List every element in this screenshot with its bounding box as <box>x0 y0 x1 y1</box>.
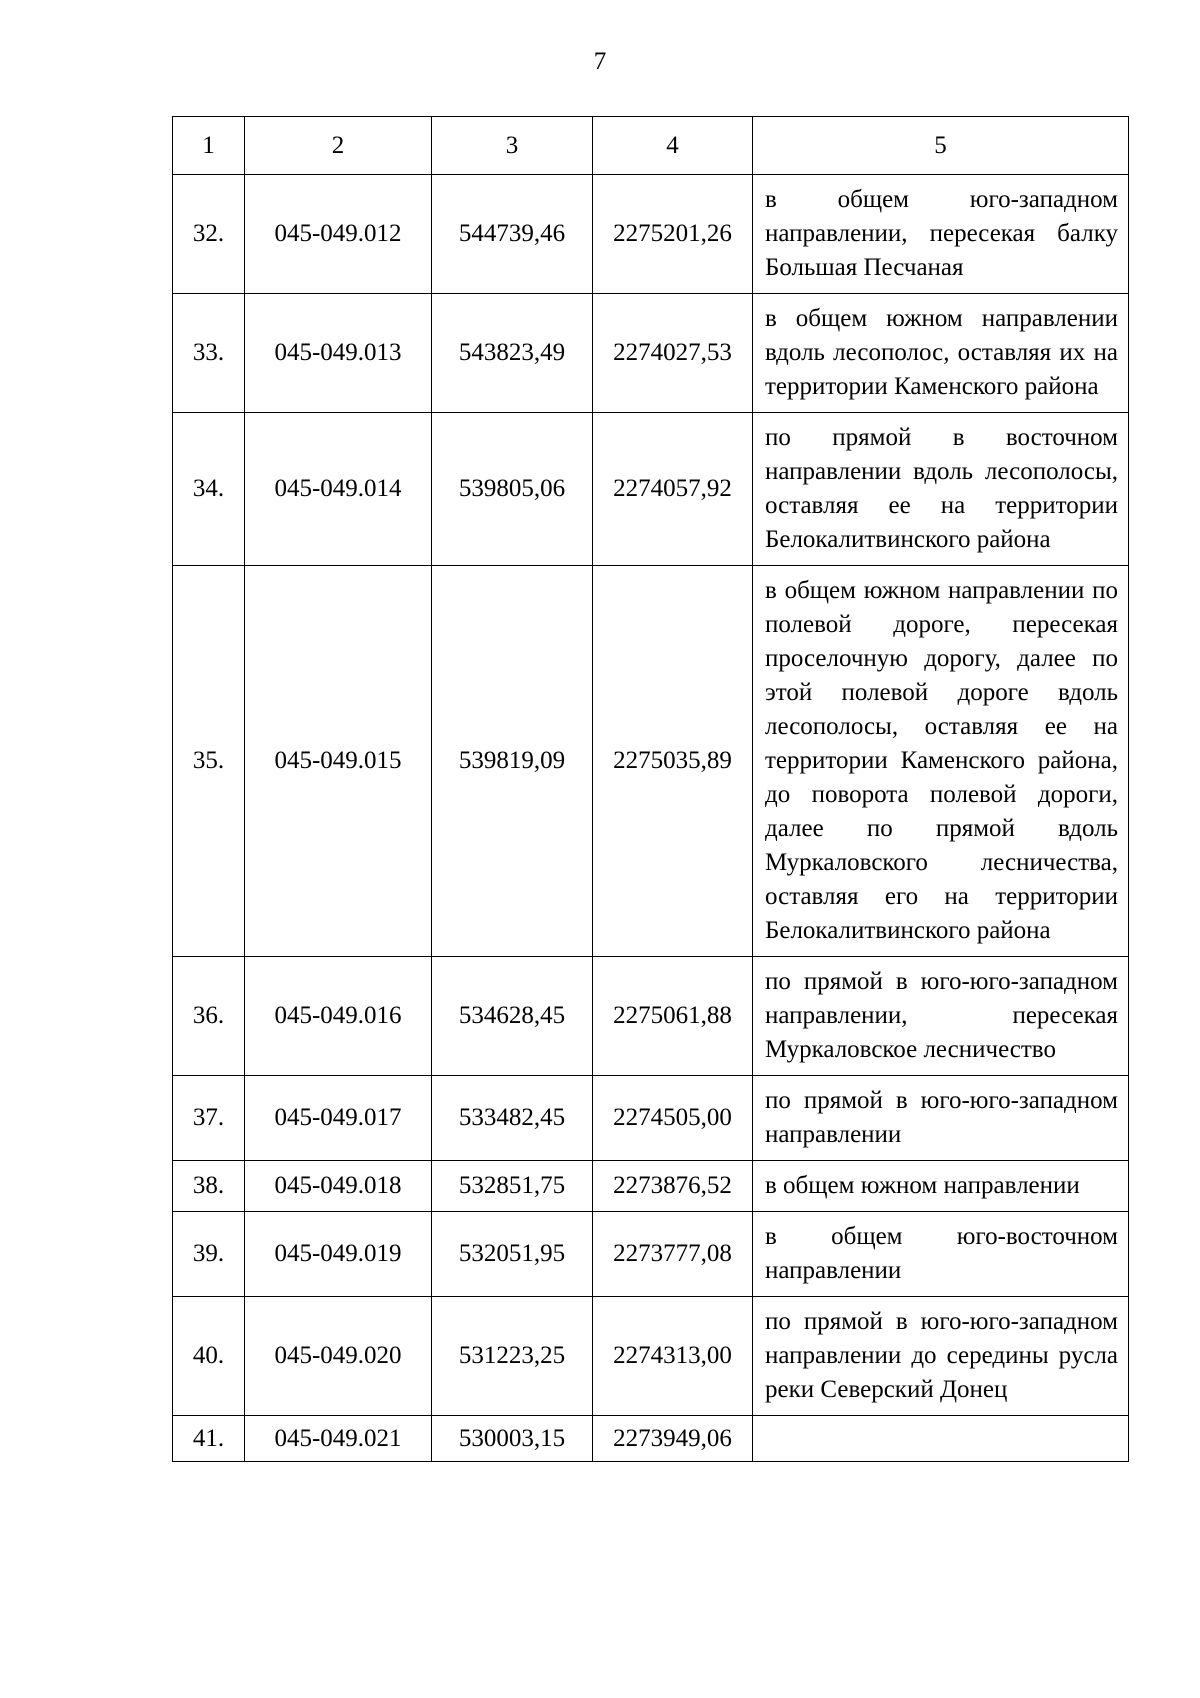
row-number: 36. <box>173 957 245 1076</box>
row-number: 35. <box>173 566 245 957</box>
row-number: 34. <box>173 413 245 566</box>
table-row <box>173 413 1129 566</box>
row-number: 38. <box>173 1161 245 1212</box>
point-id: 045-049.017 <box>245 1076 432 1161</box>
header-col-5: 5 <box>753 117 1129 175</box>
coordinate-y: 2274027,53 <box>593 294 753 413</box>
coordinate-y: 2275035,89 <box>593 566 753 957</box>
boundary-table <box>172 116 1129 1462</box>
point-id: 045-049.013 <box>245 294 432 413</box>
point-id: 045-049.020 <box>245 1297 432 1416</box>
boundary-description: по прямой в восточном направлении вдоль лесополосы, оставляя ее на территории Белокалитвинского района <box>753 413 1129 566</box>
point-id: 045-049.018 <box>245 1161 432 1212</box>
table-row <box>173 175 1129 294</box>
header-col-2: 2 <box>245 117 432 175</box>
row-number: 39. <box>173 1212 245 1297</box>
boundary-description: по прямой в юго-юго-западном направлении <box>753 1076 1129 1161</box>
coordinate-y: 2274505,00 <box>593 1076 753 1161</box>
coordinate-x: 532851,75 <box>432 1161 593 1212</box>
table-row <box>173 566 1129 957</box>
coordinate-x: 530003,15 <box>432 1416 593 1462</box>
coordinate-x: 543823,49 <box>432 294 593 413</box>
point-id: 045-049.021 <box>245 1416 432 1462</box>
coordinate-y: 2273876,52 <box>593 1161 753 1212</box>
page-number: 7 <box>593 48 607 75</box>
coordinate-x: 539819,09 <box>432 566 593 957</box>
point-id: 045-049.019 <box>245 1212 432 1297</box>
table-row <box>173 1416 1129 1462</box>
coordinate-x: 539805,06 <box>432 413 593 566</box>
table-row <box>173 957 1129 1076</box>
point-id: 045-049.015 <box>245 566 432 957</box>
row-number: 33. <box>173 294 245 413</box>
coordinate-x: 533482,45 <box>432 1076 593 1161</box>
row-number: 32. <box>173 175 245 294</box>
row-number: 40. <box>173 1297 245 1416</box>
coordinate-y: 2274057,92 <box>593 413 753 566</box>
boundary-description: по прямой в юго-юго-западном направлении, пересекая Муркаловское лесничество <box>753 957 1129 1076</box>
table-row <box>173 294 1129 413</box>
boundary-description: по прямой в юго-юго-западном направлении до середины русла реки Северский Донец <box>753 1297 1129 1416</box>
table-header-row <box>173 117 1129 175</box>
header-col-4: 4 <box>593 117 753 175</box>
row-number: 37. <box>173 1076 245 1161</box>
boundary-description <box>753 1416 1129 1462</box>
table-row <box>173 1212 1129 1297</box>
table-row <box>173 1297 1129 1416</box>
point-id: 045-049.016 <box>245 957 432 1076</box>
coordinate-x: 534628,45 <box>432 957 593 1076</box>
coordinate-y: 2275061,88 <box>593 957 753 1076</box>
boundary-description: в общем юго-западном направлении, пересекая балку Большая Песчаная <box>753 175 1129 294</box>
point-id: 045-049.014 <box>245 413 432 566</box>
coordinate-x: 531223,25 <box>432 1297 593 1416</box>
coordinate-x: 532051,95 <box>432 1212 593 1297</box>
boundary-description: в общем южном направлении по полевой дороге, пересекая проселочную дорогу, далее по этой полевой дороге вдоль лесополосы, оставляя ее на территории Каменского района, до поворота полевой дороги, далее по прямой вдоль Муркаловского лесничества, оставляя его на территории Белокалитвинского района <box>753 566 1129 957</box>
coordinate-y: 2275201,26 <box>593 175 753 294</box>
header-col-3: 3 <box>432 117 593 175</box>
coordinate-y: 2273777,08 <box>593 1212 753 1297</box>
table-row <box>173 1161 1129 1212</box>
boundary-description: в общем южном направлении вдоль лесополос, оставляя их на территории Каменского района <box>753 294 1129 413</box>
boundary-description: в общем южном направлении <box>753 1161 1129 1212</box>
coordinate-y: 2273949,06 <box>593 1416 753 1462</box>
coordinate-y: 2274313,00 <box>593 1297 753 1416</box>
coordinate-x: 544739,46 <box>432 175 593 294</box>
boundary-description: в общем юго-восточном направлении <box>753 1212 1129 1297</box>
row-number: 41. <box>173 1416 245 1462</box>
point-id: 045-049.012 <box>245 175 432 294</box>
table-row <box>173 1076 1129 1161</box>
header-col-1: 1 <box>173 117 245 175</box>
